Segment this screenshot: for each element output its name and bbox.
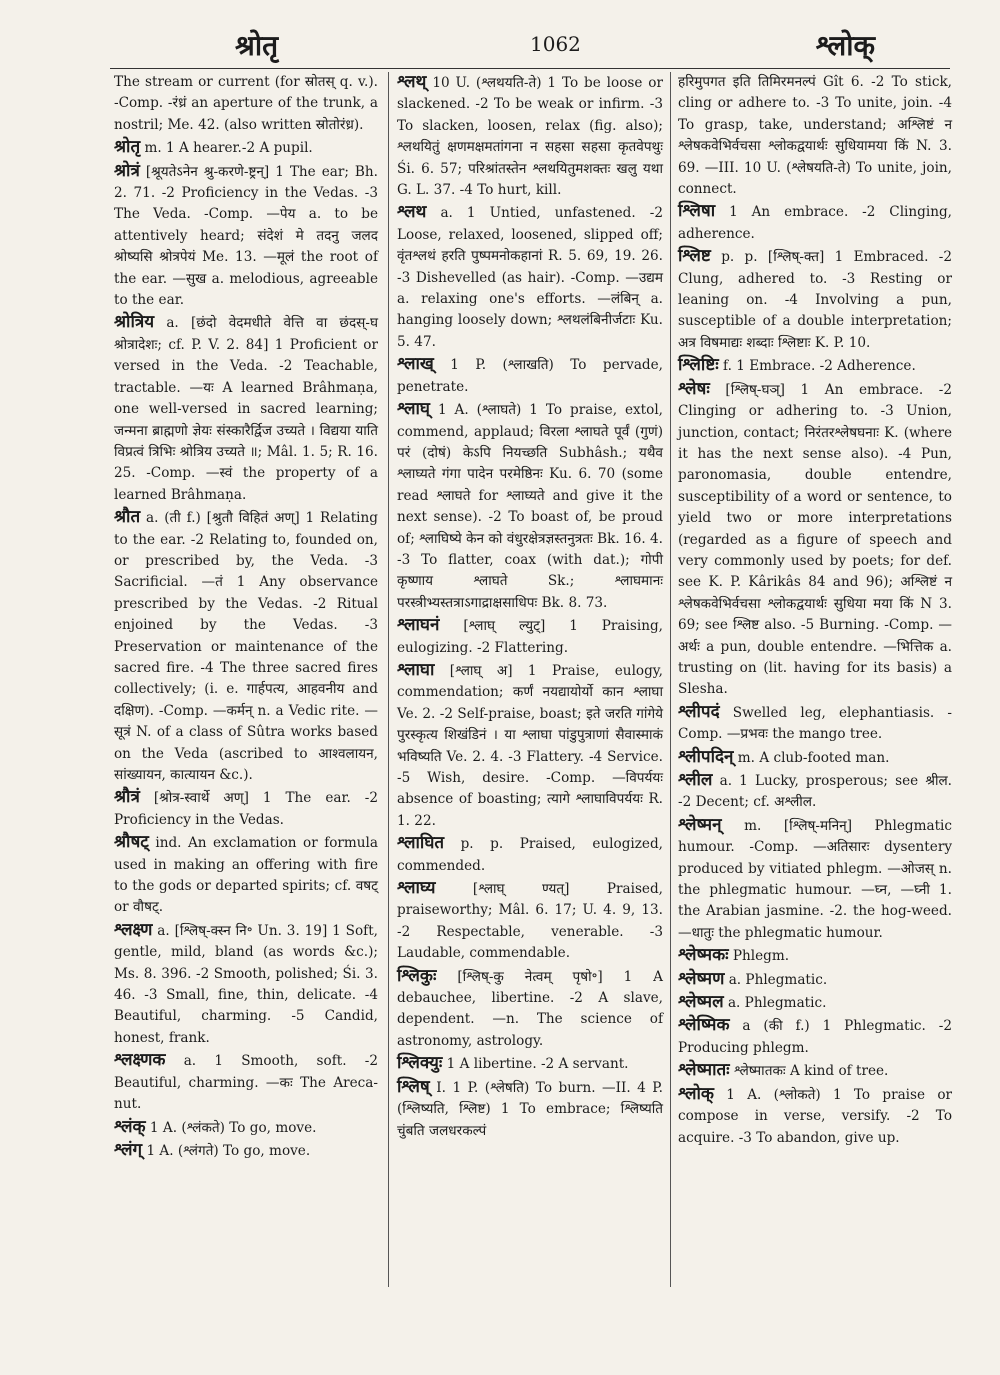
dictionary-entry [678, 770, 952, 814]
headword: श्लेषः [678, 378, 710, 399]
headword: श्लक्ष्ण [114, 919, 153, 940]
entry-definition: [श्लाघ् ल्युट्] 1 Praising, eulogizing. -2 Flattering. [397, 618, 663, 656]
dictionary-entry [397, 966, 663, 1053]
headword: श्लिषा [678, 201, 716, 222]
right-guide-word: श्लोक् [815, 29, 875, 62]
entry-definition: a. [छंदो वेदमधीते वेत्ति वा छंदस्-घ श्रोत्रादेशः; cf. P. V. 2. 84] 1 Proficient or versed in the Veda. -2 Teachable, tractable. —यः A learned Brâhmaṇa, one well-versed in sacred learning; जन्मना ब्राह्मणो ज्ञेयः संस्कारैर्द्विज उच्यते । विद्यया याति विप्रत्वं त्रिभिः श्रोत्रिय उच्यते ॥; Mâl. 1. 5; R. 16. 25. -Comp. —स्वं the property of a learned Brâhmaṇa. [114, 315, 378, 503]
dictionary-entry [678, 355, 952, 377]
headword: श्लिष्टिः [678, 355, 719, 376]
entry-definition: [श्लाघ् अ] 1 Praise, eulogy, commendation; कर्णं नयद्यायोर्यो कान श्लाघा Ve. 2. -2 Self-praise, boast; इते जरति गांगेये पुरस्कृत्य शिखंडिनं । या श्लाघा पांडुपुत्राणां सैवास्माकं भविष्यति Ve. 2. 4. -3 Flattery. -4 Service. -5 Wish, desire. -Comp. —विपर्ययः absence of boasting; त्यागे श्लाघाविपर्ययः R. 1. 22. [397, 662, 663, 829]
headword: श्रोत्रं [114, 160, 140, 181]
headword: श्लेष्मकः [678, 945, 729, 966]
entry-definition: 10 U. (श्लथयति-ते) 1 To be loose or slackened. -2 To be weak or infirm. -3 To slacken, loosen, relax (fig. also); श्लथयितुं क्षणमक्षमतांगना न सहसा सहसा कृतवेपथुः Śi. 6. 57; परिश्रांतस्तेन श्लथयितुमशक्तः खलु यथा G. L. 37. -4 To hurt, kill. [397, 75, 663, 199]
column-3 [678, 72, 952, 1150]
headword: श्लथ् [397, 72, 427, 92]
dictionary-entry [397, 1077, 663, 1142]
entry-definition: [श्लिष्-कु नेत्वम् पृषो॰] 1 A debauchee, libertine. -2 A slave, dependent. —n. The science of astronomy, astrology. [397, 968, 663, 1049]
dictionary-entry [397, 202, 663, 353]
headword: श्लीपदं [678, 701, 720, 722]
headword: श्लथ [397, 202, 427, 223]
entry-definition: 1 A. (श्लोकते) 1 To praise or compose in verse, versify. -2 To acquire. -3 To abandon, give up. [678, 1086, 953, 1146]
headword: श्लील [678, 770, 713, 790]
dictionary-entry [678, 747, 952, 769]
entry-definition: The stream or current (for स्रोतस् q. v.). -Comp. -रंध्रं an aperture of the trunk, a nostril; Me. 42. (also written स्रोतोरंध्र). [114, 74, 378, 133]
column-2 [397, 72, 663, 1143]
headword: श्रोतृ [114, 137, 141, 158]
headword: श्लाघित [397, 833, 445, 854]
entry-definition: a. 1 Smooth, soft. -2 Beautiful, charming. —कः The Areca-nut. [114, 1053, 378, 1113]
headword: श्लाघनं [397, 615, 440, 636]
entry-definition: श्लेष्मातकः A kind of tree. [733, 1063, 889, 1080]
dictionary-entry [678, 992, 952, 1014]
entry-definition: 1 P. (श्लाखति) To pervade, penetrate. [397, 357, 663, 395]
headword: श्लेष्मन् [678, 814, 722, 835]
entry-definition: [श्रूयतेऽनेन श्रु-करणे-ष्ट्रन्] 1 The ear; Bh. 2. 71. -2 Proficiency in the Vedas. -3 The Veda. -Comp. —पेय a. to be attentively heard; संदेशं मे तदनु जलद श्रोष्यसि श्रोत्रपेयं Me. 13. —मूलं the root of the ear. —सुख a. melodious, agreeable to the ear. [114, 163, 378, 309]
dictionary-entry [397, 615, 663, 659]
dictionary-entry [678, 1084, 952, 1149]
dictionary-entry [678, 379, 952, 701]
headword: श्लिकुः [397, 965, 437, 986]
entry-definition: m. 1 A hearer.-2 A pupil. [144, 140, 313, 157]
headword: श्रौषट् [114, 832, 149, 853]
dictionary-entry [114, 787, 378, 831]
headword: श्लीपदिन् [678, 746, 734, 767]
entry-definition: a. [श्लिष्-क्स्न नि॰ Un. 3. 19] 1 Soft, gentle, mild, bland (as words &c.); Ms. 8. 396. -2 Smooth, polished; Śi. 3. 46. -3 Small, fine, thin, delicate. -4 Beautiful, charming. -5 Candid, honest, frank. [114, 922, 378, 1046]
entry-definition: a. Phlegmatic. [727, 995, 827, 1012]
entry-definition: a. Phlegmatic. [728, 971, 828, 988]
headword: श्लोक् [678, 1083, 714, 1104]
dictionary-entry [397, 72, 663, 201]
headword: श्लंग् [114, 1139, 143, 1160]
headword: श्लेष्मल [678, 992, 724, 1013]
dictionary-entry [114, 312, 378, 506]
dictionary-entry [114, 1050, 378, 1115]
dictionary-entry [114, 832, 378, 919]
dictionary-entry [114, 72, 378, 136]
dictionary-entry [114, 1117, 378, 1139]
dictionary-entry [678, 201, 952, 245]
entry-definition: m. A club-footed man. [737, 749, 890, 766]
dictionary-entry [397, 878, 663, 965]
entry-definition: [श्लाघ् ण्यत्] Praised, praiseworthy; Mâl. 6. 17; U. 4. 9, 13. -2 Respectable, venerable. -3 Laudable, commendable. [397, 881, 663, 962]
headword: श्लाघा [397, 659, 435, 680]
headword: श्लेष्मण [678, 968, 725, 989]
entry-definition: Phlegm. [732, 948, 790, 965]
entry-definition: p. p. [श्लिष्-क्त] 1 Embraced. -2 Clung, adhered to. -3 Resting or leaning on. -4 Involving a pun, susceptible of a double interpretation; अत्र विषमाद्यः शब्दाः श्लिष्टाः K. P. 10. [678, 249, 952, 351]
column-1 [114, 72, 378, 1163]
headword: श्लिष् [397, 1076, 430, 1097]
entry-definition: 1 An embrace. -2 Clinging, adherence. [678, 204, 952, 242]
dictionary-entry [397, 399, 663, 614]
headword: श्लिष्ट [678, 246, 711, 267]
dictionary-entry [678, 702, 952, 746]
dictionary-entry [114, 920, 378, 1049]
dictionary-entry [678, 1060, 952, 1082]
entry-definition: f. 1 Embrace. -2 Adherence. [723, 358, 916, 375]
dictionary-entry [678, 945, 952, 967]
dictionary-entry [397, 833, 663, 877]
headword: श्लिक्युः [397, 1053, 443, 1074]
entry-definition: a. 1 Untied, unfastened. -2 Loose, relaxed, loosened, slipped off; वृंतश्लथं हरति पुष्पमनोकहानां R. 5. 69, 19. 26. -3 Dishevelled (as hair). -Comp. —उद्यम a. relaxing one's efforts. —लंबिन् a. hanging loosely down; श्लथलंबिनीर्जटाः Ku. 5. 47. [397, 205, 663, 350]
entry-definition: I. 1 P. (श्लेषति) To burn. —II. 4 P. (श्लिष्यति, श्लिष्ट) 1 To embrace; श्लिष्यति चुंबति जलधरकल्पं [397, 1079, 663, 1139]
dictionary-entry [678, 969, 952, 991]
dictionary-entry [114, 161, 378, 312]
headword: श्लाघ्य [397, 878, 436, 899]
dictionary-entry [678, 815, 952, 944]
entry-definition: हरिमुपगत इति तिमिरमनल्पं Gît 6. -2 To stick, cling or adhere to. -3 To unite, join. -4 To grasp, take, understand; अश्लिष्टं न श्लेषकवेभिर्वचसा श्लोकद्वयार्थः सुधियामया किं N. 3. 69. —III. 10 U. (श्लेषयति-ते) To unite, join, connect. [678, 74, 952, 198]
column-divider [388, 72, 389, 1287]
entry-definition: ind. An exclamation or formula used in making an offering with fire to the gods or departed spirits; cf. वषट् or वौषट्. [114, 835, 379, 916]
dictionary-entry [114, 507, 378, 786]
dictionary-entry [397, 660, 663, 832]
headword: श्लेष्मिक [678, 1015, 730, 1036]
dictionary-entry [678, 72, 952, 200]
page-header [110, 26, 930, 70]
headword: श्रौत्रं [114, 787, 140, 808]
headword: श्लाघ् [397, 399, 430, 420]
dictionary-entry [397, 354, 663, 398]
dictionary-entry [114, 137, 378, 159]
entry-definition: 1 A. (श्लंगते) To go, move. [146, 1142, 311, 1159]
entry-definition: 1 A. (श्लंकते) To go, move. [149, 1119, 317, 1136]
entry-definition: Swelled leg, elephantiasis. -Comp. —प्रभवः the mango tree. [678, 704, 953, 743]
entry-definition: [श्रोत्र-स्वार्थे अण्] 1 The ear. -2 Proficiency in the Vedas. [114, 790, 379, 828]
entry-definition: 1 A. (श्लाघते) 1 To praise, extol, commend, applaud; विरला श्लाघते पूर्वं (गुणं) परं (दोषं) केऽपि नियच्छति Subhâsh.; यथैव श्लाघ्यते गंगा पादेन परमेष्ठिनः Ku. 6. 70 (some read श्लाघते for श्लाघ्यते and give it the next sense). -2 To boast of, be proud of; श्लाघिष्ये केन को वंधुरक्षेत्रज्ञस्तनुत्रतः Bk. 16. 4. -3 To flatter, coax (with dat.); गोपी कृष्णाय श्लाघते Sk.; श्लाघमानः परस्त्रीभ्यस्तत्राऽगाद्राक्षसाधिपः Bk. 8. 73. [397, 402, 663, 611]
headword: श्रोत्रिय [114, 312, 155, 333]
header-rule [110, 68, 950, 69]
dictionary-entry [114, 1140, 378, 1162]
entry-definition: m. [श्लिष्-मनिन्] Phlegmatic humour. -Comp. —अतिसारः dysentery produced by vitiated phlegm. —ओजस् n. the phlegmatic humour. —घ्न, —घ्नी 1. the Arabian jasmine. -2. the hog-weed. —धातुः the phlegmatic humour. [678, 817, 952, 941]
headword: श्लंक् [114, 1116, 146, 1137]
dictionary-entry [678, 1015, 952, 1059]
headword: श्लक्ष्णक [114, 1050, 166, 1071]
entry-definition: [श्लिष्-घञ्] 1 An embrace. -2 Clinging or adhering to. -3 Union, junction, contact; निरंतरश्लेषघनाः K. (where it has the next sense also). -4 Pun, paronomasia, double entendre, susceptibility of a word or sentence, to yield two or more interpretations (regarded as a figure of speech and very commonly used by poets; for def. see K. P. Kârikâs 84 and 96); अश्लिष्टं न श्लेषकवेभिर्वचसा श्लोकद्वयार्थः सुधिया मया किं N 3. 69; see श्लिष्ट also. -5 Burning. -Comp. —अर्थः a pun, double entendre. —भित्तिक a. trusting on (lit. having for its basis) a Slesha. [678, 381, 952, 698]
entry-definition: a (की f.) 1 Phlegmatic. -2 Producing phlegm. [678, 1018, 952, 1056]
headword: श्लेष्मातः [678, 1060, 730, 1081]
entry-definition: p. p. Praised, eulogized, commended. [397, 836, 663, 874]
page-number: 1062 [530, 32, 581, 56]
dictionary-entry [678, 246, 952, 354]
headword: श्लाख् [397, 354, 434, 375]
headword: श्रौत [114, 507, 141, 528]
entry-definition: 1 A libertine. -2 A servant. [446, 1056, 629, 1073]
column-divider [670, 72, 671, 1287]
entry-definition: a. (ती f.) [श्रुतौ विहितं अण्] 1 Relating to the ear. -2 Relating to, founded on, or prescribed by, the Veda. -3 Sacrificial. —तं 1 Any observance prescribed by the Vedas. -2 Ritual enjoined by the Vedas. -3 Preservation or maintenance of the sacred fire. -4 The three sacred fires collectively; (i. e. गार्हपत्य, आहवनीय and दक्षिण). -Comp. —कर्मन् n. a Vedic rite. —सूत्रं N. of a class of Sûtra works based on the Veda (ascribed to आश्वलायन, सांख्यायन, कात्यायन &c.). [114, 510, 378, 783]
entry-definition: a. 1 Lucky, prosperous; see श्रील. -2 Decent; cf. अश्लील. [678, 773, 953, 811]
dictionary-entry [397, 1053, 663, 1075]
left-guide-word: श्रोतृ [235, 29, 279, 62]
